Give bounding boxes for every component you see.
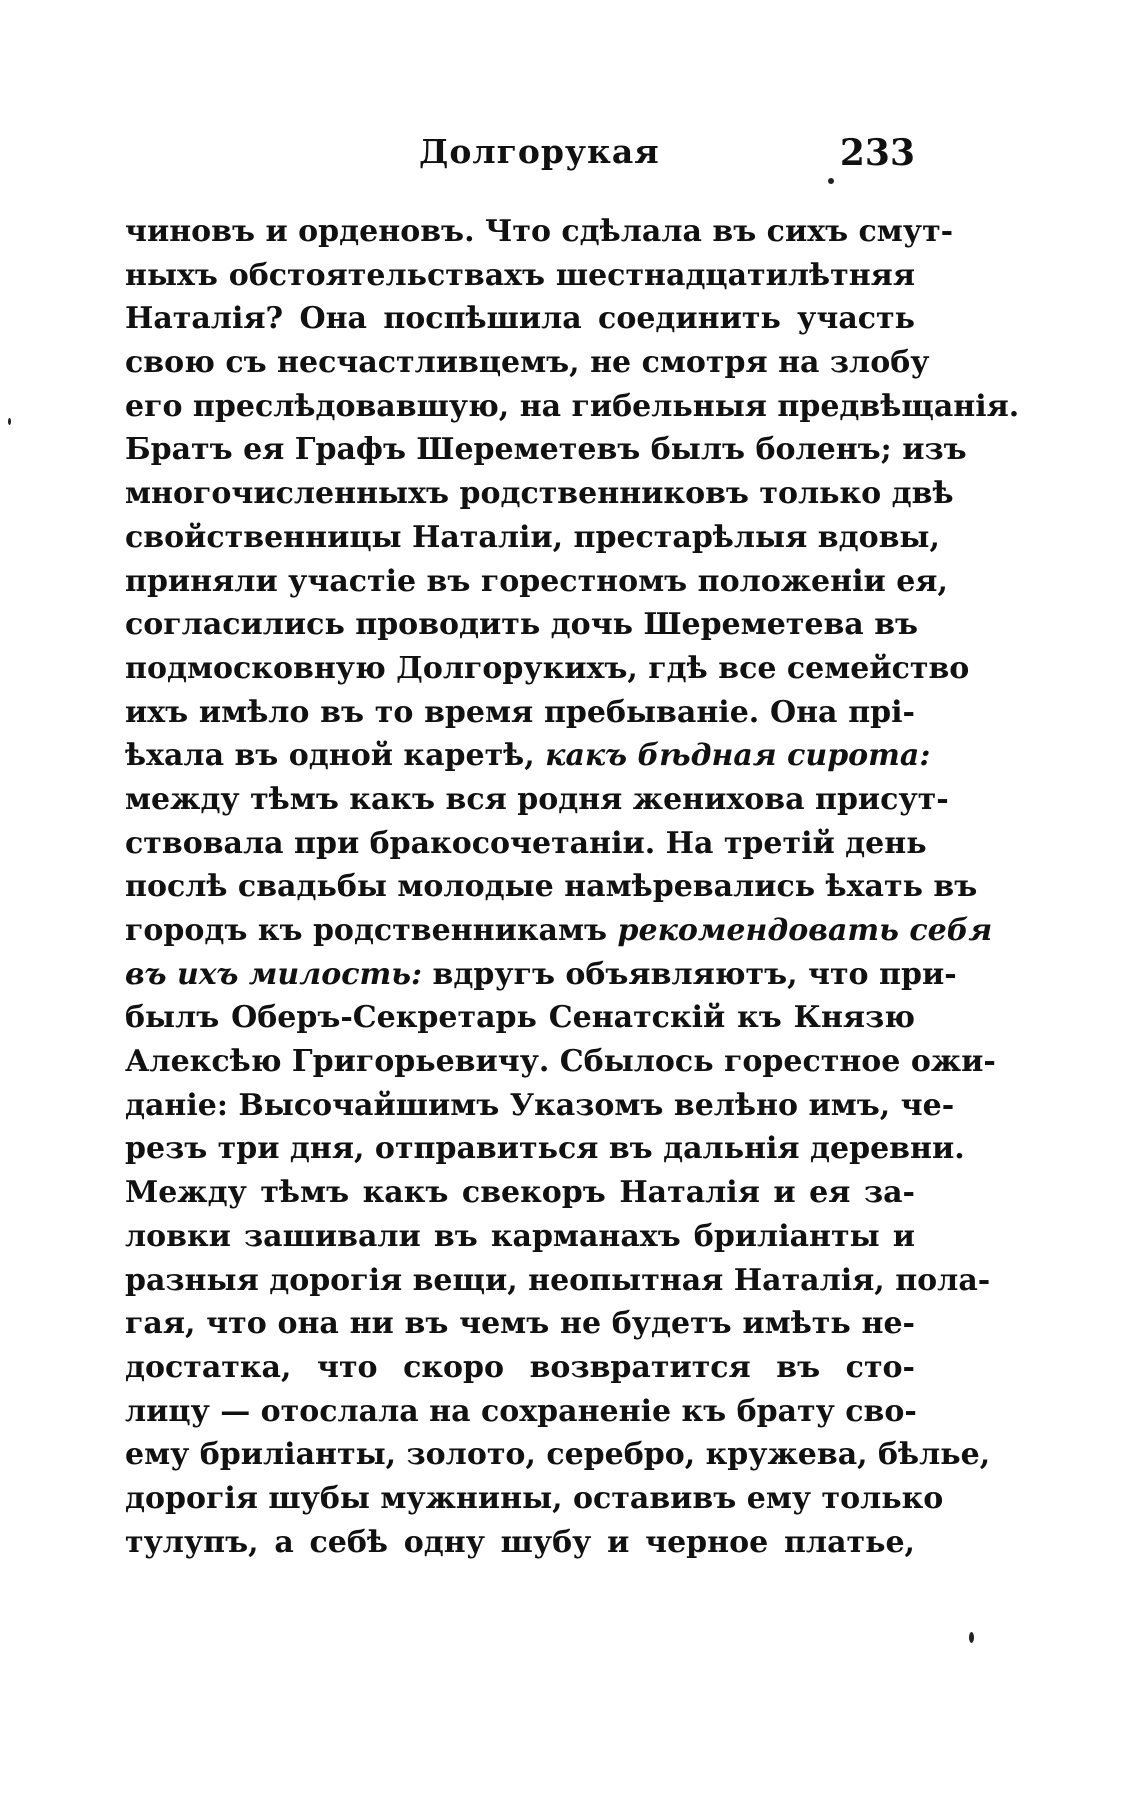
ink-speck bbox=[969, 1632, 974, 1643]
text-line: гая, что она ни въ чемъ не будетъ имѣть не- bbox=[125, 1306, 915, 1342]
text-line: лицу — отослала на сохраненіе къ брату сво- bbox=[125, 1393, 917, 1429]
text-line: тулупъ, а себѣ одну шубу и черное платье, bbox=[125, 1524, 915, 1560]
text-line: ему бриліанты, золото, серебро, кружева, бѣлье, bbox=[125, 1437, 991, 1473]
text-line: резъ три дня, отправиться въ дальнія деревни. bbox=[125, 1131, 965, 1167]
text-line: его преслѣдовавшую, на гибельныя предвѣщанія. bbox=[125, 388, 1020, 424]
text-line: Братъ ея Графъ Шереметевъ былъ боленъ; изъ bbox=[125, 432, 967, 468]
page-number: 233 bbox=[839, 132, 915, 174]
text-line bbox=[125, 909, 993, 953]
text-line: ныхъ обстоятельствахъ шестнадцатилѣтняя bbox=[125, 257, 915, 293]
text-segment: ѣхала въ одной каретѣ, bbox=[125, 738, 546, 774]
text-line: чиновъ и орденовъ. Что сдѣлала въ сихъ смут- bbox=[125, 214, 954, 249]
text-line: согласились проводить дочь Шереметева въ bbox=[125, 607, 919, 643]
italic-phrase: какъ бѣдная сирота: bbox=[545, 738, 931, 774]
text-line bbox=[125, 734, 931, 778]
text-line: свою съ несчастливцемъ, не смотря на злобу bbox=[125, 345, 930, 381]
italic-phrase: въ ихъ милость: bbox=[125, 956, 423, 992]
text-line: былъ Оберъ-Секретарь Сенатскій къ Князю bbox=[125, 1000, 915, 1036]
ink-speck bbox=[8, 418, 11, 425]
text-line: подмосковную Долгорукихъ, гдѣ все семейство bbox=[125, 650, 970, 686]
text-line: достатка, что скоро возвратится въ сто- bbox=[125, 1349, 915, 1385]
running-head bbox=[125, 132, 915, 182]
text-line: приняли участіе въ горестномъ положеніи ея, bbox=[125, 563, 948, 599]
text-line: Алексѣю Григорьевичу. Сбылось горестное ожи- bbox=[125, 1044, 996, 1080]
text-line: даніе: Высочайшимъ Указомъ велѣно имъ, че- bbox=[125, 1087, 955, 1123]
text-line: ихъ имѣло въ то время пребываніе. Она прі- bbox=[125, 694, 915, 730]
running-title: Долгорукая bbox=[419, 132, 660, 171]
text-line: Наталія? Она поспѣшила соединить участь bbox=[125, 301, 915, 337]
ink-speck bbox=[828, 178, 834, 184]
text-line: Между тѣмъ какъ свекоръ Наталія и ея за- bbox=[125, 1175, 915, 1211]
body-text bbox=[125, 210, 1020, 1564]
text-line: послѣ свадьбы молодые намѣревались ѣхать въ bbox=[125, 869, 978, 905]
text-segment: вдругъ объявляютъ, что при- bbox=[422, 956, 957, 992]
text-line: дорогія шубы мужнины, оставивъ ему только bbox=[125, 1480, 944, 1516]
text-line: ловки зашивали въ карманахъ бриліанты и bbox=[125, 1218, 915, 1254]
text-line: ствовала при бракосочетаніи. На третій день bbox=[125, 825, 927, 861]
text-line: свойственницы Наталіи, престарѣлыя вдовы, bbox=[125, 519, 940, 555]
text-line bbox=[125, 953, 957, 997]
text-line: между тѣмъ какъ вся родня жениxова присут- bbox=[125, 781, 949, 817]
text-line: многочисленныхъ родственниковъ только двѣ bbox=[125, 476, 954, 512]
italic-phrase: рекомендовать себя bbox=[617, 913, 993, 948]
text-segment: городъ къ родственникамъ bbox=[125, 913, 618, 948]
text-line: разныя дорогія вещи, неопытная Наталія, пола- bbox=[125, 1262, 991, 1298]
